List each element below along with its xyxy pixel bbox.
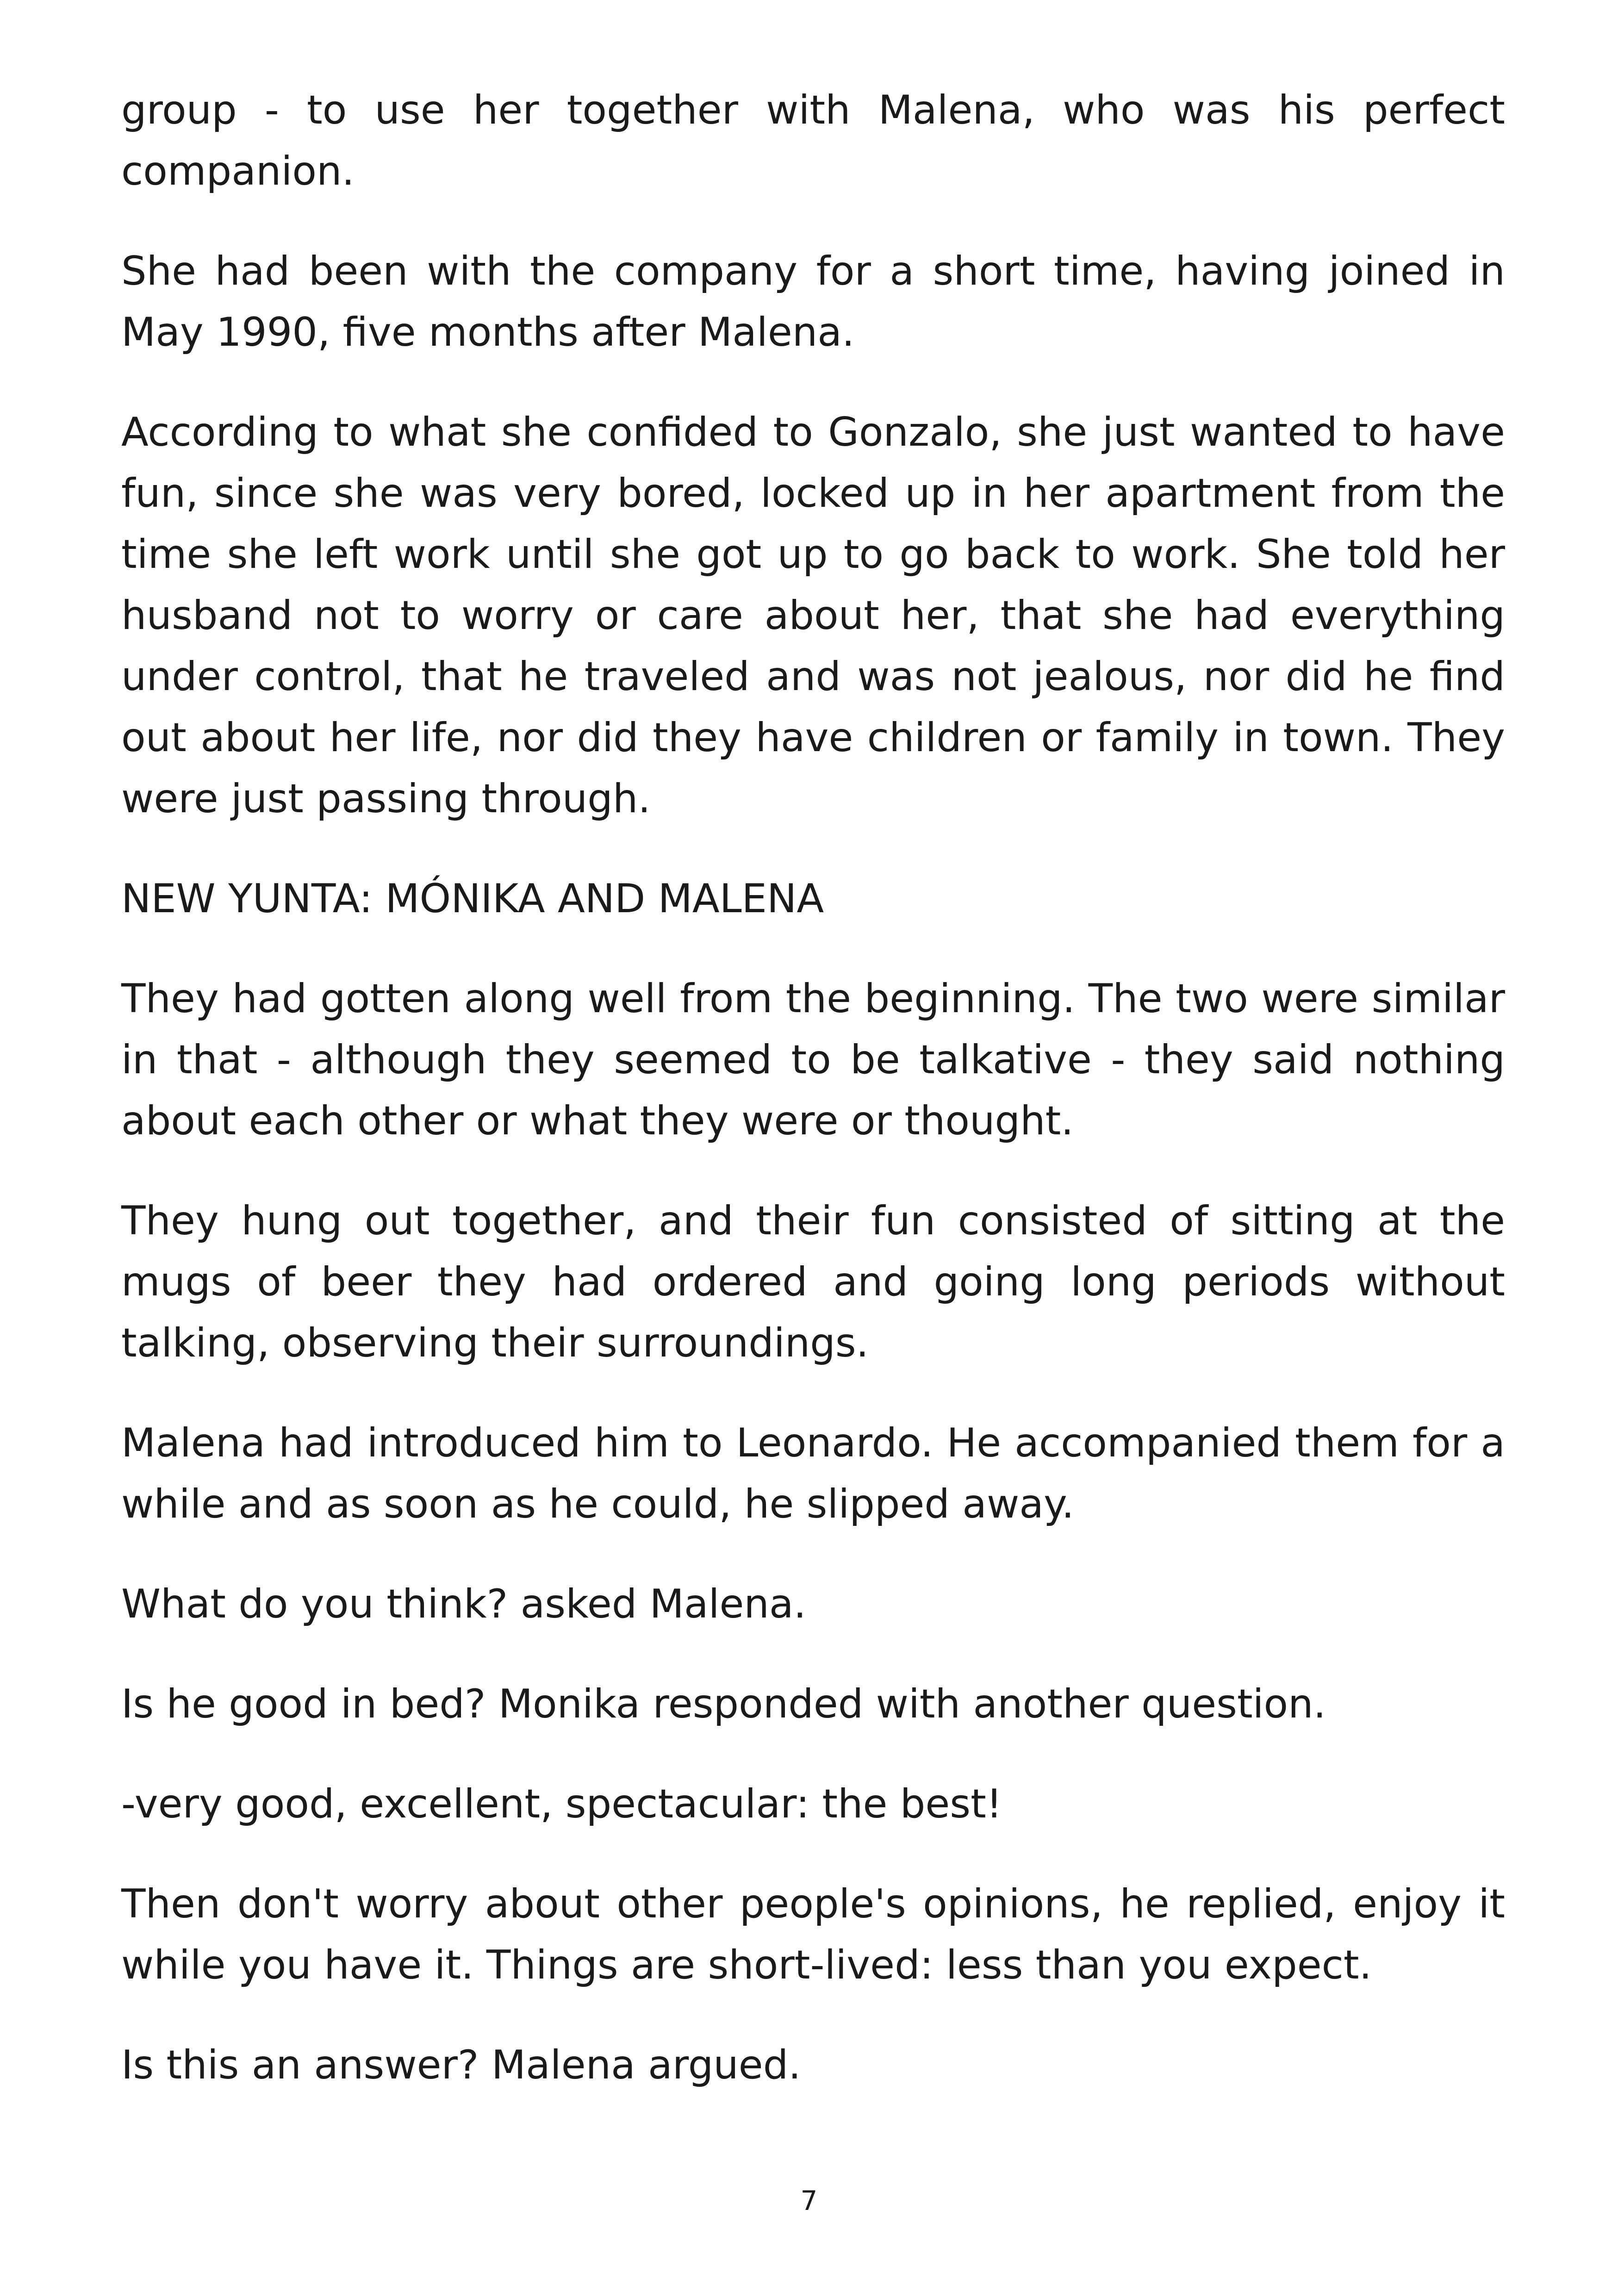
dialogue-line: -very good, excellent, spectacular: the best!: [121, 1781, 1002, 1827]
paragraph: According to what she confided to Gonzalo, she just wanted to have fun, since she was very bored, locked up in her apartment from the time she left work until she got up to go back to work. She told her husband not to worry or care about her, that she had everything under control, that he traveled and was not jealous, nor did he find out about her life, nor did they have children or family in town. They were just passing through.: [121, 409, 1505, 822]
section-heading: NEW YUNTA: MÓNIKA AND MALENA: [121, 876, 824, 922]
paragraph: They had gotten along well from the beginning. The two were similar in that - although they seemed to be talkative - they said nothing about each other or what they were or thought.: [121, 976, 1505, 1144]
dialogue-line: What do you think? asked Malena.: [121, 1581, 806, 1627]
paragraph: Malena had introduced him to Leonardo. He accompanied them for a while and as soon as he could, he slipped away.: [121, 1420, 1505, 1527]
body-text: [121, 80, 1505, 2134]
paragraph: They hung out together, and their fun consisted of sitting at the mugs of beer they had ordered and going long periods without talking, observing their surroundings.: [121, 1198, 1505, 1366]
dialogue-line: Is he good in bed? Monika responded with another question.: [121, 1681, 1326, 1727]
dialogue-line: Is this an answer? Malena argued.: [121, 2042, 801, 2088]
paragraph: She had been with the company for a short time, having joined in May 1990, five months after Malena.: [121, 248, 1505, 355]
paragraph: Then don't worry about other people's opinions, he replied, enjoy it while you have it. Things are short-lived: less than you expect.: [121, 1881, 1505, 1988]
paragraph: group - to use her together with Malena, who was his perfect companion.: [121, 87, 1505, 194]
page-number: 7: [800, 2185, 818, 2216]
